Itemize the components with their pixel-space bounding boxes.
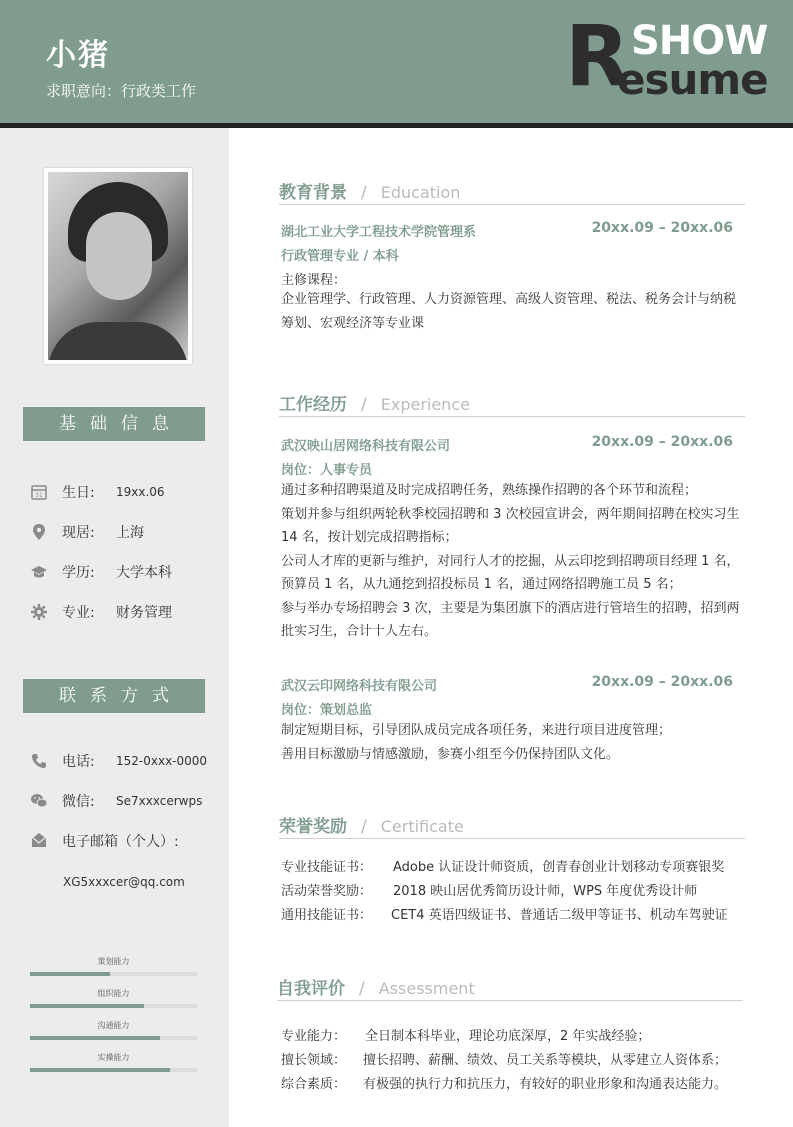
skill-bar [30, 956, 197, 976]
certificate-title-en: Certificate [380, 817, 464, 836]
contact-email [30, 829, 179, 853]
skill-label: 组织能力 [97, 989, 130, 998]
wechat-icon [30, 792, 48, 810]
skill-label: 策划能力 [97, 957, 130, 966]
education-major: 行政管理专业 / 本科 [281, 249, 399, 264]
basic-info-title: 基础信息 [23, 407, 205, 441]
svg-text:31: 31 [35, 492, 43, 499]
assessment-key: 综合素质： [281, 1077, 347, 1092]
job-date: 20xx.09 – 20xx.06 [591, 674, 733, 690]
skill-fill [30, 1004, 144, 1008]
education-title-en: Education [380, 183, 461, 202]
heading-separator: / [361, 183, 367, 203]
experience-heading [279, 390, 745, 417]
birthday-label: 生日: [62, 485, 95, 501]
assessment-title-cn: 自我评价 [277, 979, 345, 999]
phone-label: 电话: [62, 754, 95, 770]
info-education [30, 560, 172, 584]
mail-icon [30, 832, 48, 850]
job-company: 武汉云印网络科技有限公司 [281, 679, 438, 694]
calendar-icon [30, 483, 48, 501]
certificate-value: CET4 英语四级证书、普通话二级甲等证书、机动车驾驶证 [391, 908, 728, 923]
certificate-heading [279, 812, 745, 839]
skill-fill [30, 1036, 160, 1040]
logo-esume: esume [617, 55, 768, 104]
skill-bar [30, 1052, 197, 1072]
job-desc-line: 策划并参与组织两轮秋季校园招聘和 3 次校园宣讲会，两年期间招聘在校实习生 14 名，按计划完成招聘指标； [281, 506, 740, 545]
info-major [30, 600, 172, 624]
certificate-key: 专业技能证书： [281, 860, 373, 875]
phone-value: 152-0xxx-0000 [116, 754, 208, 768]
certificate-value: Adobe 认证设计师资质，创青春创业计划移动专项赛银奖 [393, 860, 725, 875]
job-desc-line: 公司人才库的更新与维护，对同行人才的挖掘，从云印挖到招聘项目经理 1 名，预算员 1 名，从九通挖到招投标员 1 名，通过网络招聘施工员 5 名； [281, 553, 740, 592]
courses-label: 主修课程： [281, 273, 347, 288]
job-description [281, 719, 747, 766]
contact-wechat [30, 789, 202, 813]
assessment-key: 专业能力： [281, 1029, 347, 1044]
education-title-cn: 教育背景 [279, 183, 347, 203]
info-residence [30, 520, 144, 544]
job-description [281, 479, 747, 644]
certificate-title-cn: 荣誉奖励 [279, 817, 347, 837]
certificate-item [281, 904, 728, 923]
education-date: 20xx.09 – 20xx.06 [591, 220, 733, 236]
job-desc-line: 通过多种招聘渠道及时完成招聘任务，熟练操作招聘的各个环节和流程； [281, 483, 698, 498]
phone-icon [30, 752, 48, 770]
major-label: 专业: [62, 605, 95, 621]
education-label: 学历: [62, 565, 95, 581]
assessment-item [281, 1049, 727, 1068]
job-date: 20xx.09 – 20xx.06 [591, 434, 733, 450]
education-heading [279, 178, 745, 205]
info-birthday [30, 480, 165, 504]
location-icon [30, 523, 48, 541]
assessment-heading [277, 974, 743, 1001]
skill-bar [30, 1020, 197, 1040]
experience-title-en: Experience [380, 395, 470, 414]
certificate-key: 活动荣誉奖励： [281, 884, 373, 899]
assessment-key: 擅长领域： [281, 1053, 347, 1068]
contact-phone [30, 749, 207, 773]
courses-text: 企业管理学、行政管理、人力资源管理、高级人资管理、税法、税务会计与纳税筹划、宏观经济等专业课 [281, 292, 737, 331]
assessment-title-en: Assessment [378, 979, 475, 998]
experience-title-cn: 工作经历 [279, 395, 347, 415]
wechat-label: 微信: [62, 794, 95, 810]
header-banner [0, 0, 793, 123]
job-desc-line: 善用目标激励与情感激励，参赛小组至今仍保持团队文化。 [281, 746, 620, 762]
skill-label: 沟通能力 [97, 1021, 130, 1030]
job-desc-line: 参与举办专场招聘会 3 次，主要是为集团旗下的酒店进行管培生的招聘，招到两批实习生，合计十人左右。 [281, 600, 740, 639]
portrait-image [48, 172, 188, 360]
certificate-value: 2018 映山居优秀简历设计师，WPS 年度优秀设计师 [393, 884, 698, 899]
skill-label: 实操能力 [97, 1053, 130, 1062]
job-intent: 求职意向：行政类工作 [46, 82, 197, 100]
education-school: 湖北工业大学工程技术学院管理系 [281, 225, 477, 240]
email-label: 电子邮箱（个人）: [62, 834, 179, 850]
assessment-value: 有极强的执行力和抗压力，有较好的职业形象和沟通表达能力。 [363, 1077, 728, 1092]
heading-separator: / [361, 395, 367, 415]
logo-r: R [565, 7, 630, 105]
candidate-name: 小猪 [46, 38, 110, 73]
assessment-item [281, 1025, 650, 1044]
graduation-cap-icon [30, 563, 48, 581]
email-value: XG5xxxcer@qq.com [63, 875, 185, 889]
education-value: 大学本科 [116, 565, 172, 581]
skill-bar [30, 988, 197, 1008]
skill-fill [30, 972, 110, 976]
residence-label: 现居: [62, 525, 95, 541]
resume-logo [565, 7, 768, 105]
skill-fill [30, 1068, 170, 1072]
contact-title: 联系方式 [23, 679, 205, 713]
job-company: 武汉映山居网络科技有限公司 [281, 439, 451, 454]
job-position: 岗位：策划总监 [281, 703, 373, 718]
residence-value: 上海 [116, 525, 144, 541]
heading-separator: / [361, 817, 367, 837]
job-position: 岗位：人事专员 [281, 463, 373, 478]
job-desc-line: 制定短期目标，引导团队成员完成各项任务，来进行项目进度管理； [281, 723, 672, 738]
assessment-value: 全日制本科毕业，理论功底深厚，2 年实战经验； [365, 1029, 651, 1044]
logo-show: SHOW [631, 18, 768, 64]
major-value: 财务管理 [116, 605, 172, 621]
heading-separator: / [359, 979, 365, 999]
assessment-item [281, 1073, 727, 1092]
certificate-item [281, 856, 724, 875]
profile-photo [44, 168, 192, 364]
wechat-value: Se7xxxcerwps [116, 794, 203, 808]
birthday-value: 19xx.06 [116, 485, 165, 499]
gear-icon [30, 603, 48, 621]
certificate-item [281, 880, 697, 899]
certificate-key: 通用技能证书： [281, 908, 373, 923]
assessment-value: 擅长招聘、薪酬、绩效、员工关系等模块，从零建立人资体系； [363, 1053, 728, 1068]
